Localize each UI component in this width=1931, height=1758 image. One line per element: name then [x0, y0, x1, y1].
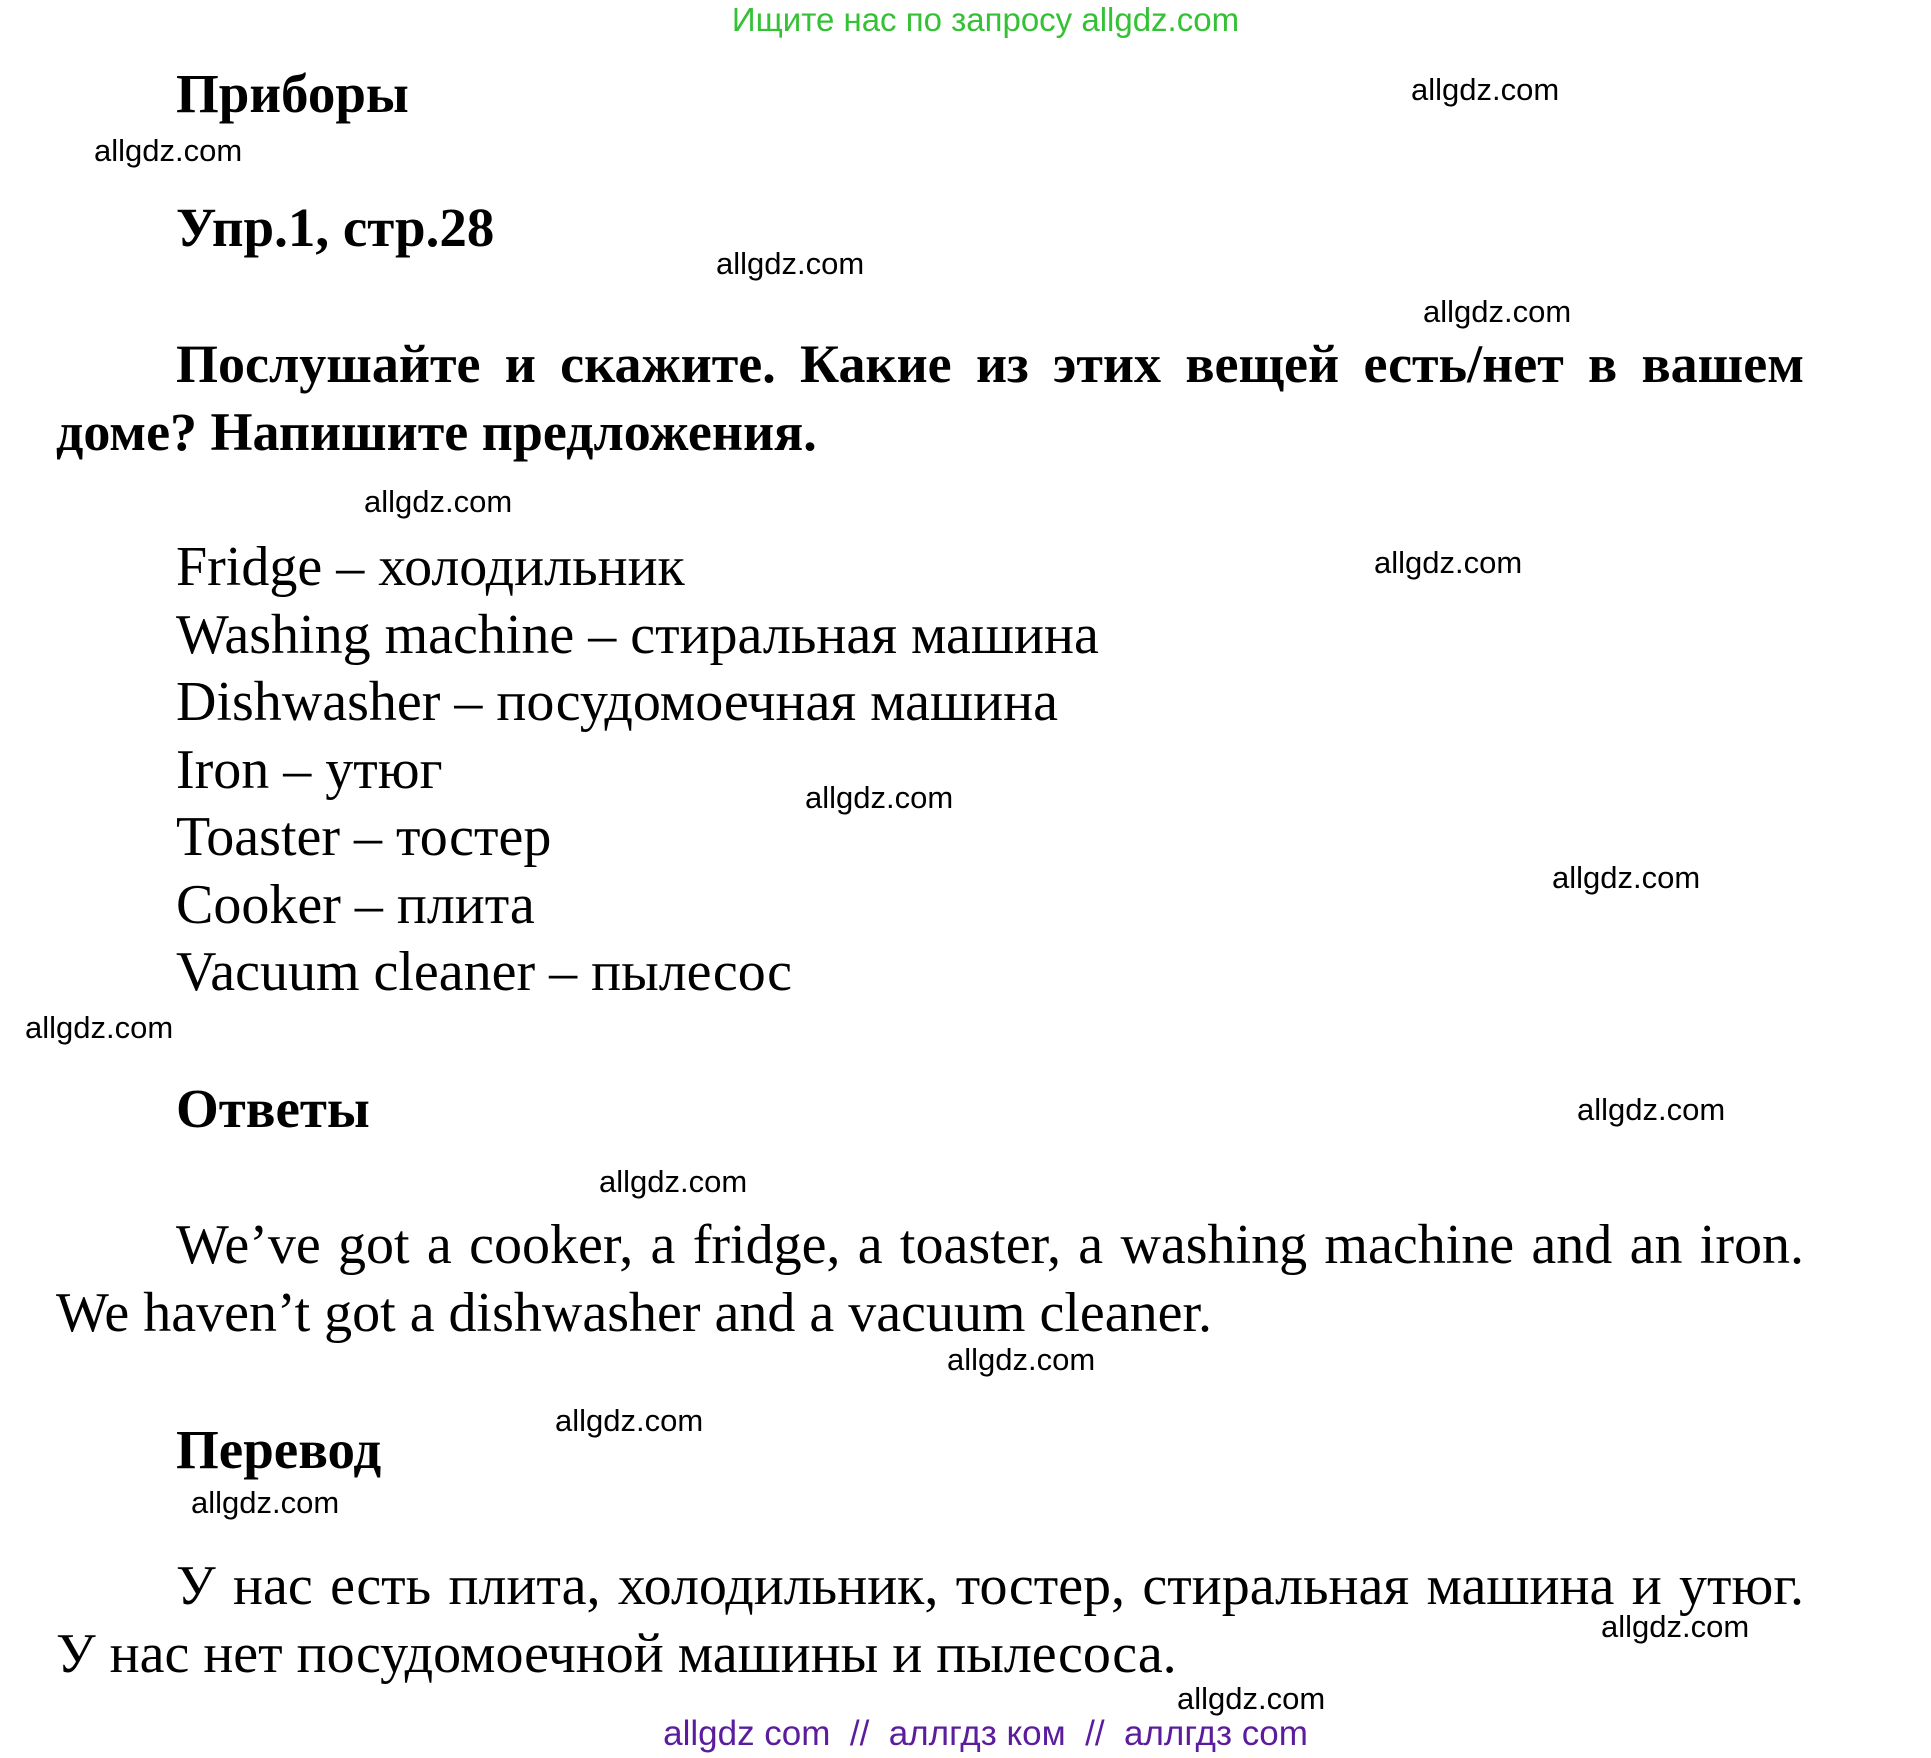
translation-title: Перевод [176, 1419, 382, 1480]
vocabulary-item: Vacuum cleaner – пылесос [176, 941, 793, 1003]
section-title: Приборы [176, 63, 409, 124]
watermark: allgdz.com [1577, 1092, 1726, 1127]
vocabulary-item: Washing machine – стиральная машина [176, 603, 1099, 666]
translation-text: У нас есть плита, холодильник, тостер, стиральная машина и утюг. У нас нет посудомоечной машины и пылесоса. [56, 1555, 1804, 1685]
vocabulary-item: Cooker – плита [176, 873, 535, 936]
watermark: allgdz.com [1411, 72, 1560, 107]
watermark: allgdz.com [1552, 860, 1701, 895]
search-banner: Ищите нас по запросу allgdz.com [731, 1, 1240, 38]
answer-text: We’ve got a cooker, a fridge, a toaster, a washing machine and an iron. We haven’t got a dishwasher and a vacuum cleaner. [56, 1214, 1804, 1344]
watermark: allgdz.com [555, 1403, 704, 1438]
watermark: allgdz.com [94, 133, 243, 168]
watermark: allgdz.com [599, 1164, 748, 1199]
watermark: allgdz.com [1423, 294, 1572, 329]
watermark: allgdz.com [191, 1485, 340, 1520]
watermark: allgdz.com [25, 1010, 174, 1045]
watermark: allgdz.com [805, 780, 954, 815]
watermark: allgdz.com [947, 1342, 1096, 1377]
vocabulary-item: Fridge – холодильник [176, 536, 685, 598]
answers-title: Ответы [176, 1078, 370, 1139]
watermark: allgdz.com [1177, 1681, 1326, 1716]
watermark: allgdz.com [1601, 1609, 1750, 1644]
vocabulary-list [176, 534, 1099, 1007]
watermark: allgdz.com [364, 484, 513, 519]
watermark: allgdz.com [716, 246, 865, 281]
footer-banner: allgdz com // аллгдз ком // аллгдз com [663, 1714, 1308, 1753]
vocabulary-item: Dishwasher – посудомоечная машина [176, 671, 1058, 733]
watermark: allgdz.com [1374, 545, 1523, 580]
vocabulary-item: Iron – утюг [176, 738, 443, 801]
task-instructions: Послушайте и скажите. Какие из этих вещей есть/нет в вашем доме? Напишите предложения. [56, 334, 1804, 462]
exercise-title: Упр.1, стр.28 [176, 197, 495, 258]
vocabulary-item: Toaster – тостер [176, 806, 552, 868]
